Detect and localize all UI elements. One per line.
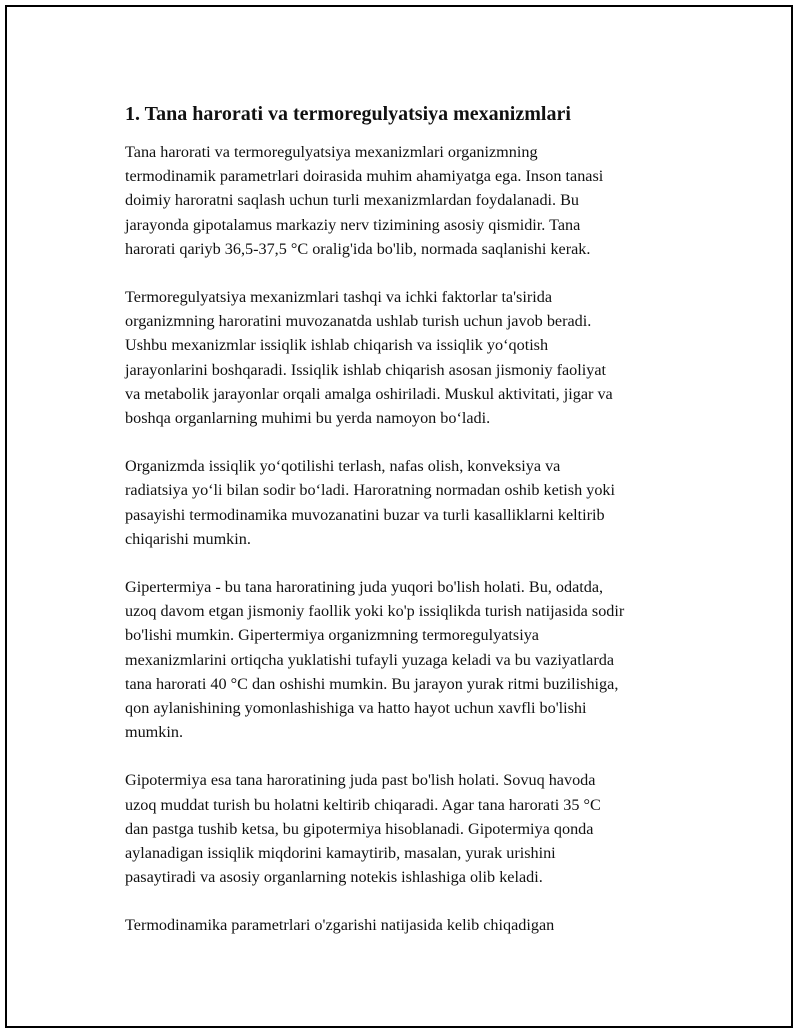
text-line: jarayonlarini boshqaradi. Issiqlik ishlab chiqarish asosan jismoniy faoliyat bbox=[125, 360, 607, 379]
paragraph-2 bbox=[125, 285, 705, 430]
section-heading: 1. Tana harorati va termoregulyatsiya mexanizmlari bbox=[125, 103, 571, 125]
text-line: Ushbu mexanizmlar issiqlik ishlab chiqarish va issiqlik yo‘qotish bbox=[125, 336, 549, 355]
paragraph-5 bbox=[125, 768, 705, 889]
text-line: tana harorati 40 °C dan oshishi mumkin. Bu jarayon yurak ritmi buzilishiga, bbox=[125, 674, 619, 693]
paragraph-4 bbox=[125, 575, 705, 744]
text-line: uzoq davom etgan jismoniy faollik yoki ko'p issiqlikda turish natijasida sodir bbox=[125, 602, 625, 621]
text-line: mumkin. bbox=[125, 723, 184, 742]
paragraph-6 bbox=[125, 913, 705, 937]
text-line: Organizmda issiqlik yo‘qotilishi terlash, nafas olish, konveksiya va bbox=[125, 457, 561, 476]
text-line: doimiy haroratni saqlash uchun turli mexanizmlardan foydalanadi. Bu bbox=[125, 191, 580, 210]
text-line: uzoq muddat turish bu holatni keltirib chiqaradi. Agar tana harorati 35 °C bbox=[125, 795, 601, 814]
text-line: bo'lishi mumkin. Gipertermiya organizmning termoregulyatsiya bbox=[125, 626, 539, 645]
document-body bbox=[125, 101, 705, 962]
text-line: Termoregulyatsiya mexanizmlari tashqi va ichki faktorlar ta'sirida bbox=[125, 288, 552, 307]
text-line: qon aylanishining yomonlashishiga va hatto hayot uchun xavfli bo'lishi bbox=[125, 699, 587, 718]
text-line: pasaytiradi va asosiy organlarning notekis ishlashiga olib keladi. bbox=[125, 868, 543, 887]
text-line: boshqa organlarning muhimi bu yerda namoyon bo‘ladi. bbox=[125, 409, 491, 428]
text-line: jarayonda gipotalamus markaziy nerv tizimining asosiy qismidir. Tana bbox=[125, 215, 581, 234]
text-line: pasayishi termodinamika muvozanatini buzar va turli kasalliklarni keltirib bbox=[125, 505, 605, 524]
text-line: radiatsiya yo‘li bilan sodir bo‘ladi. Haroratning normadan oshib ketish yoki bbox=[125, 481, 616, 500]
paragraph-3 bbox=[125, 454, 705, 551]
text-line: aylanadigan issiqlik miqdorini kamaytirib, masalan, yurak urishini bbox=[125, 844, 556, 863]
text-line: harorati qariyb 36,5-37,5 °C oralig'ida bo'lib, normada saqlanishi kerak. bbox=[125, 239, 591, 258]
text-line: Termodinamika parametrlari o'zgarishi natijasida kelib chiqadigan bbox=[125, 916, 555, 935]
text-line: Tana harorati va termoregulyatsiya mexanizmlari organizmning bbox=[125, 143, 538, 161]
text-line: organizmning haroratini muvozanatda ushlab turish uchun javob beradi. bbox=[125, 312, 592, 331]
text-line: dan pastga tushib ketsa, bu gipotermiya hisoblanadi. Gipotermiya qonda bbox=[125, 819, 594, 838]
text-line: chiqarishi mumkin. bbox=[125, 529, 251, 548]
text-line: termodinamik parametrlari doirasida muhim ahamiyatga ega. Inson tanasi bbox=[125, 167, 604, 186]
text-line: Gipotermiya esa tana haroratining juda past bo'lish holati. Sovuq havoda bbox=[125, 771, 596, 790]
paragraph-1 bbox=[125, 140, 705, 261]
text-line: va metabolik jarayonlar orqali amalga oshiriladi. Muskul aktivitati, jigar va bbox=[125, 384, 613, 403]
text-line: Gipertermiya - bu tana haroratining juda yuqori bo'lish holati. Bu, odatda, bbox=[125, 578, 604, 597]
page-frame bbox=[5, 5, 793, 1028]
text-line: mexanizmlarini ortiqcha yuklatishi tufayli yuzaga keladi va bu vaziyatlarda bbox=[125, 650, 615, 669]
